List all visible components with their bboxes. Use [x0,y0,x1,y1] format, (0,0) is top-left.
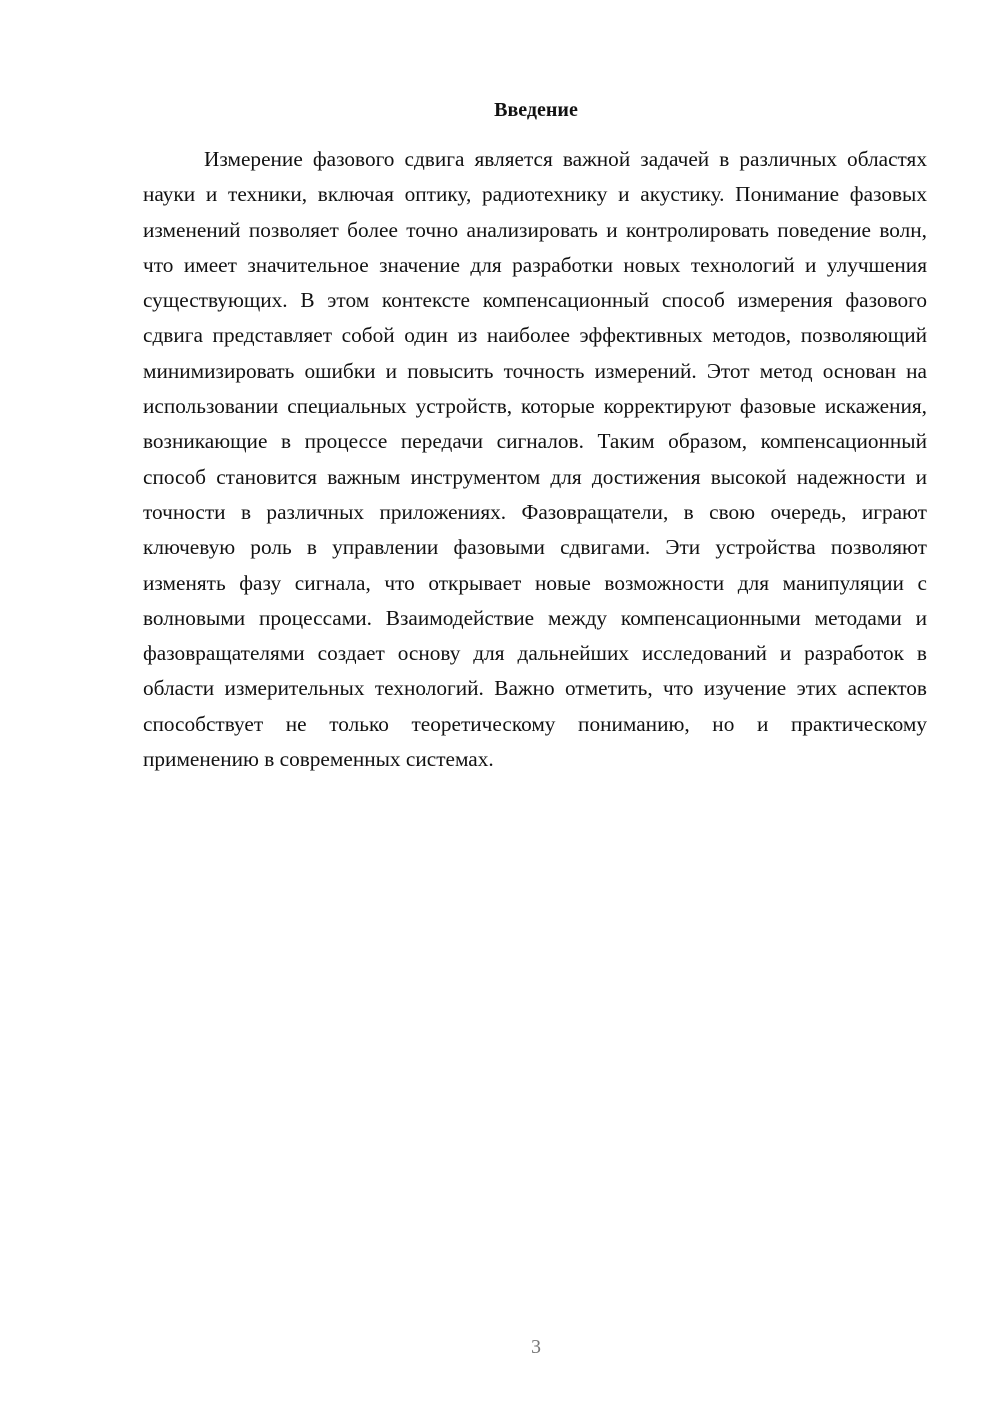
page-number: 3 [531,1336,541,1358]
section-heading: Введение [494,99,578,121]
body-paragraph: Измерение фазового сдвига является важной задачей в различных областях науки и техники, включая оптику, радиотехнику и акустику. Понимание фазовых изменений позволяет более точно анализировать и контролировать поведение волн, что имеет значительное значение для разработки новых технологий и улучшения существующих. В этом контексте компенсационный способ измерения фазового сдвига представляет собой один из наиболее эффективных методов, позволяющий минимизировать ошибки и повысить точность измерений. Этот метод основан на использовании специальных устройств, которые корректируют фазовые искажения, возникающие в процессе передачи сигналов. Таким образом, компенсационный способ становится важным инструментом для достижения высокой надежности и точности в различных приложениях. Фазовращатели, в свою очередь, играют ключевую роль в управлении фазовыми сдвигами. Эти устройства позволяют изменять фазу сигнала, что открывает новые возможности для манипуляции с волновыми процессами. Взаимодействие между компенсационными методами и фазовращателями создает основу для дальнейших исследований и разработок в области измерительных технологий. Важно отметить, что изучение этих аспектов способствует не только теоретическому пониманию, но и практическому применению в современных системах. [143,147,927,772]
